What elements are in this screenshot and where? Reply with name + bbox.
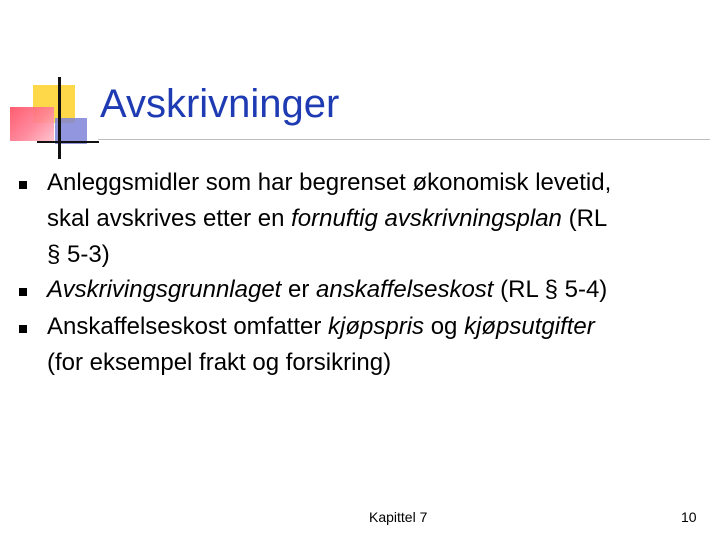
italic-text-run: fornuftig avskrivningsplan	[291, 205, 562, 232]
text-run: (RL	[561, 205, 608, 232]
text-run: er	[281, 276, 317, 303]
italic-text-run: anskaffelseskost	[316, 276, 494, 303]
bullet-marker-1	[19, 181, 27, 189]
footer-chapter-label: Kapittel 7	[369, 509, 428, 525]
bullet-1-line-1	[47, 165, 707, 201]
bullet-3-line-1	[47, 309, 707, 345]
italic-text-run: kjøpspris	[328, 313, 425, 340]
text-run: og	[424, 313, 465, 340]
bullet-3-line-2	[47, 345, 707, 381]
bullet-1-line-2	[47, 201, 707, 237]
text-run: (for eksempel frakt og forsikring)	[47, 349, 392, 376]
page-number: 10	[681, 509, 697, 525]
italic-text-run: Avskrivingsgrunnlaget	[47, 276, 282, 303]
text-run: § 5-3)	[47, 241, 110, 268]
bullet-marker-2	[19, 288, 27, 296]
text-run: (RL § 5-4)	[493, 276, 608, 303]
bullet-item-3	[47, 309, 707, 381]
bullet-2-line-1	[47, 272, 707, 308]
bullet-item-1	[47, 165, 707, 273]
text-run: Anskaffelseskost omfatter	[47, 313, 329, 340]
text-run: skal avskrives etter en	[47, 205, 292, 232]
bullet-marker-3	[19, 325, 27, 333]
bullet-item-2	[47, 272, 707, 308]
text-run: Anleggsmidler som har begrenset økonomisk levetid,	[47, 169, 612, 196]
bullet-1-line-3	[47, 237, 707, 273]
slide-title: Avskrivninger	[100, 82, 340, 126]
italic-text-run: kjøpsutgifter	[464, 313, 595, 340]
